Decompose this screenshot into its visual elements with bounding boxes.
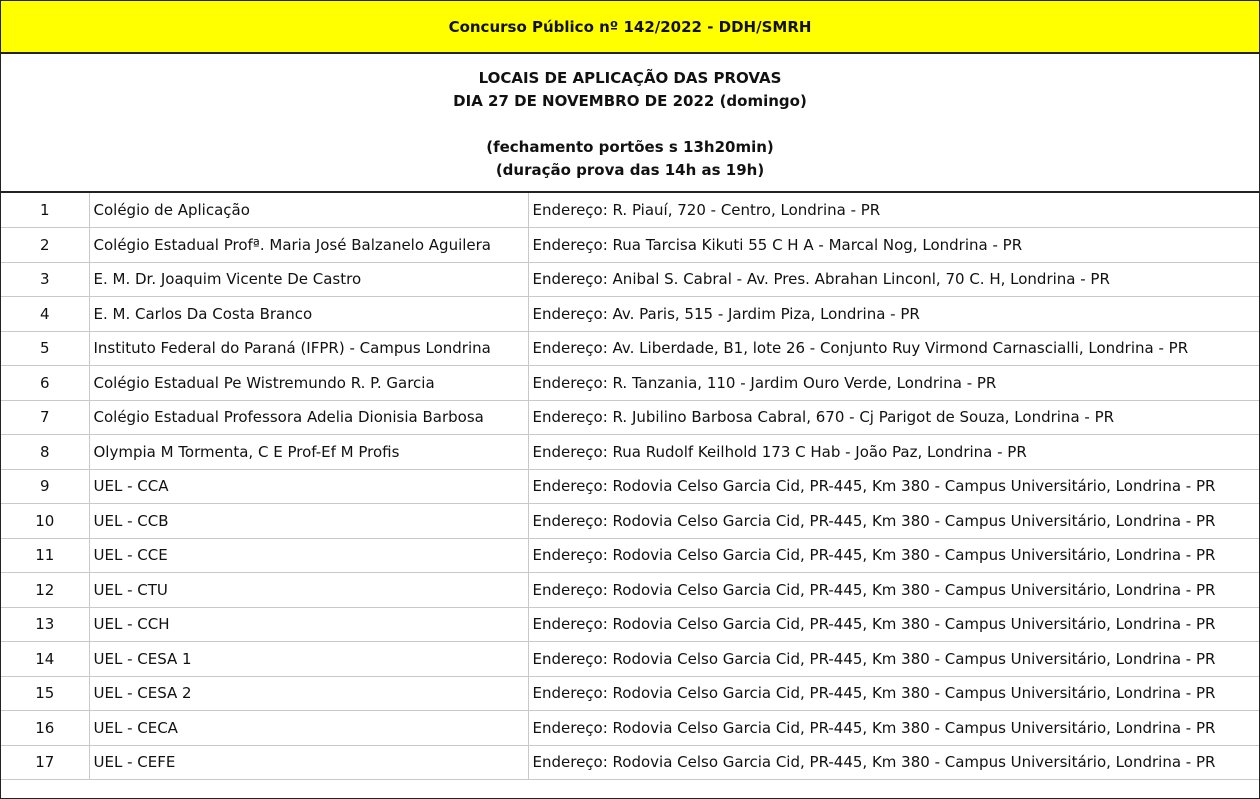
location-address: Endereço: Rodovia Celso Garcia Cid, PR-445, Km 380 - Campus Universitário, Londrina - PR <box>528 745 1259 780</box>
row-number: 13 <box>1 607 89 642</box>
row-number: 15 <box>1 676 89 711</box>
location-name: UEL - CESA 2 <box>89 676 528 711</box>
location-name: UEL - CCH <box>89 607 528 642</box>
location-name: Colégio de Aplicação <box>89 193 528 228</box>
location-name: UEL - CCB <box>89 504 528 539</box>
row-number: 8 <box>1 435 89 470</box>
row-number: 2 <box>1 228 89 263</box>
row-number: 9 <box>1 469 89 504</box>
location-name: Olympia M Tormenta, C E Prof-Ef M Profis <box>89 435 528 470</box>
row-number: 14 <box>1 642 89 677</box>
table-row <box>1 435 1259 470</box>
location-name: Colégio Estadual Pe Wistremundo R. P. Garcia <box>89 366 528 401</box>
location-name: UEL - CCE <box>89 538 528 573</box>
header-spacer <box>1 113 1259 136</box>
table-row <box>1 262 1259 297</box>
location-address: Endereço: Av. Liberdade, B1, lote 26 - Conjunto Ruy Virmond Carnascialli, Londrina - PR <box>528 331 1259 366</box>
locations-table-body <box>1 193 1259 780</box>
locations-table <box>1 193 1259 780</box>
row-number: 3 <box>1 262 89 297</box>
header-line-locations: LOCAIS DE APLICAÇÃO DAS PROVAS <box>478 69 782 87</box>
table-row <box>1 538 1259 573</box>
row-number: 5 <box>1 331 89 366</box>
row-number: 10 <box>1 504 89 539</box>
location-address: Endereço: Av. Paris, 515 - Jardim Piza, Londrina - PR <box>528 297 1259 332</box>
header-line-duration: (duração prova das 14h as 19h) <box>495 161 765 179</box>
location-address: Endereço: Rodovia Celso Garcia Cid, PR-445, Km 380 - Campus Universitário, Londrina - PR <box>528 676 1259 711</box>
table-row <box>1 711 1259 746</box>
location-address: Endereço: Rodovia Celso Garcia Cid, PR-445, Km 380 - Campus Universitário, Londrina - PR <box>528 573 1259 608</box>
location-address: Endereço: Rodovia Celso Garcia Cid, PR-445, Km 380 - Campus Universitário, Londrina - PR <box>528 538 1259 573</box>
location-address: Endereço: R. Piauí, 720 - Centro, Londrina - PR <box>528 193 1259 228</box>
row-number: 11 <box>1 538 89 573</box>
document-title: Concurso Público nº 142/2022 - DDH/SMRH <box>448 17 812 36</box>
table-row <box>1 366 1259 401</box>
table-row <box>1 573 1259 608</box>
row-number: 17 <box>1 745 89 780</box>
location-name: UEL - CTU <box>89 573 528 608</box>
table-row <box>1 745 1259 780</box>
location-address: Endereço: Rodovia Celso Garcia Cid, PR-445, Km 380 - Campus Universitário, Londrina - PR <box>528 607 1259 642</box>
location-address: Endereço: Rua Rudolf Keilhold 173 C Hab - João Paz, Londrina - PR <box>528 435 1259 470</box>
location-address: Endereço: Rodovia Celso Garcia Cid, PR-445, Km 380 - Campus Universitário, Londrina - PR <box>528 469 1259 504</box>
row-number: 16 <box>1 711 89 746</box>
location-name: Instituto Federal do Paraná (IFPR) - Campus Londrina <box>89 331 528 366</box>
location-name: E. M. Dr. Joaquim Vicente De Castro <box>89 262 528 297</box>
location-address: Endereço: Anibal S. Cabral - Av. Pres. Abrahan Linconl, 70 C. H, Londrina - PR <box>528 262 1259 297</box>
row-number: 12 <box>1 573 89 608</box>
location-address: Endereço: R. Tanzania, 110 - Jardim Ouro Verde, Londrina - PR <box>528 366 1259 401</box>
location-address: Endereço: Rodovia Celso Garcia Cid, PR-445, Km 380 - Campus Universitário, Londrina - PR <box>528 642 1259 677</box>
table-row <box>1 400 1259 435</box>
location-address: Endereço: Rodovia Celso Garcia Cid, PR-445, Km 380 - Campus Universitário, Londrina - PR <box>528 711 1259 746</box>
location-name: UEL - CEFE <box>89 745 528 780</box>
row-number: 6 <box>1 366 89 401</box>
location-address: Endereço: R. Jubilino Barbosa Cabral, 670 - Cj Parigot de Souza, Londrina - PR <box>528 400 1259 435</box>
table-row <box>1 193 1259 228</box>
location-name: E. M. Carlos Da Costa Branco <box>89 297 528 332</box>
table-row <box>1 331 1259 366</box>
table-row <box>1 676 1259 711</box>
row-number: 1 <box>1 193 89 228</box>
row-number: 4 <box>1 297 89 332</box>
table-row <box>1 297 1259 332</box>
table-row <box>1 469 1259 504</box>
location-name: Colégio Estadual Professora Adelia Dionisia Barbosa <box>89 400 528 435</box>
location-address: Endereço: Rua Tarcisa Kikuti 55 C H A - Marcal Nog, Londrina - PR <box>528 228 1259 263</box>
exam-info-header <box>1 54 1259 193</box>
location-name: Colégio Estadual Profª. Maria José Balzanelo Aguilera <box>89 228 528 263</box>
row-number: 7 <box>1 400 89 435</box>
table-row <box>1 504 1259 539</box>
title-bar <box>1 1 1259 54</box>
header-line-gates: (fechamento portões s 13h20min) <box>486 138 774 156</box>
location-name: UEL - CECA <box>89 711 528 746</box>
header-line-date: DIA 27 DE NOVEMBRO DE 2022 (domingo) <box>453 92 807 110</box>
location-name: UEL - CCA <box>89 469 528 504</box>
location-name: UEL - CESA 1 <box>89 642 528 677</box>
table-row <box>1 228 1259 263</box>
location-address: Endereço: Rodovia Celso Garcia Cid, PR-445, Km 380 - Campus Universitário, Londrina - PR <box>528 504 1259 539</box>
table-row <box>1 642 1259 677</box>
table-row <box>1 607 1259 642</box>
